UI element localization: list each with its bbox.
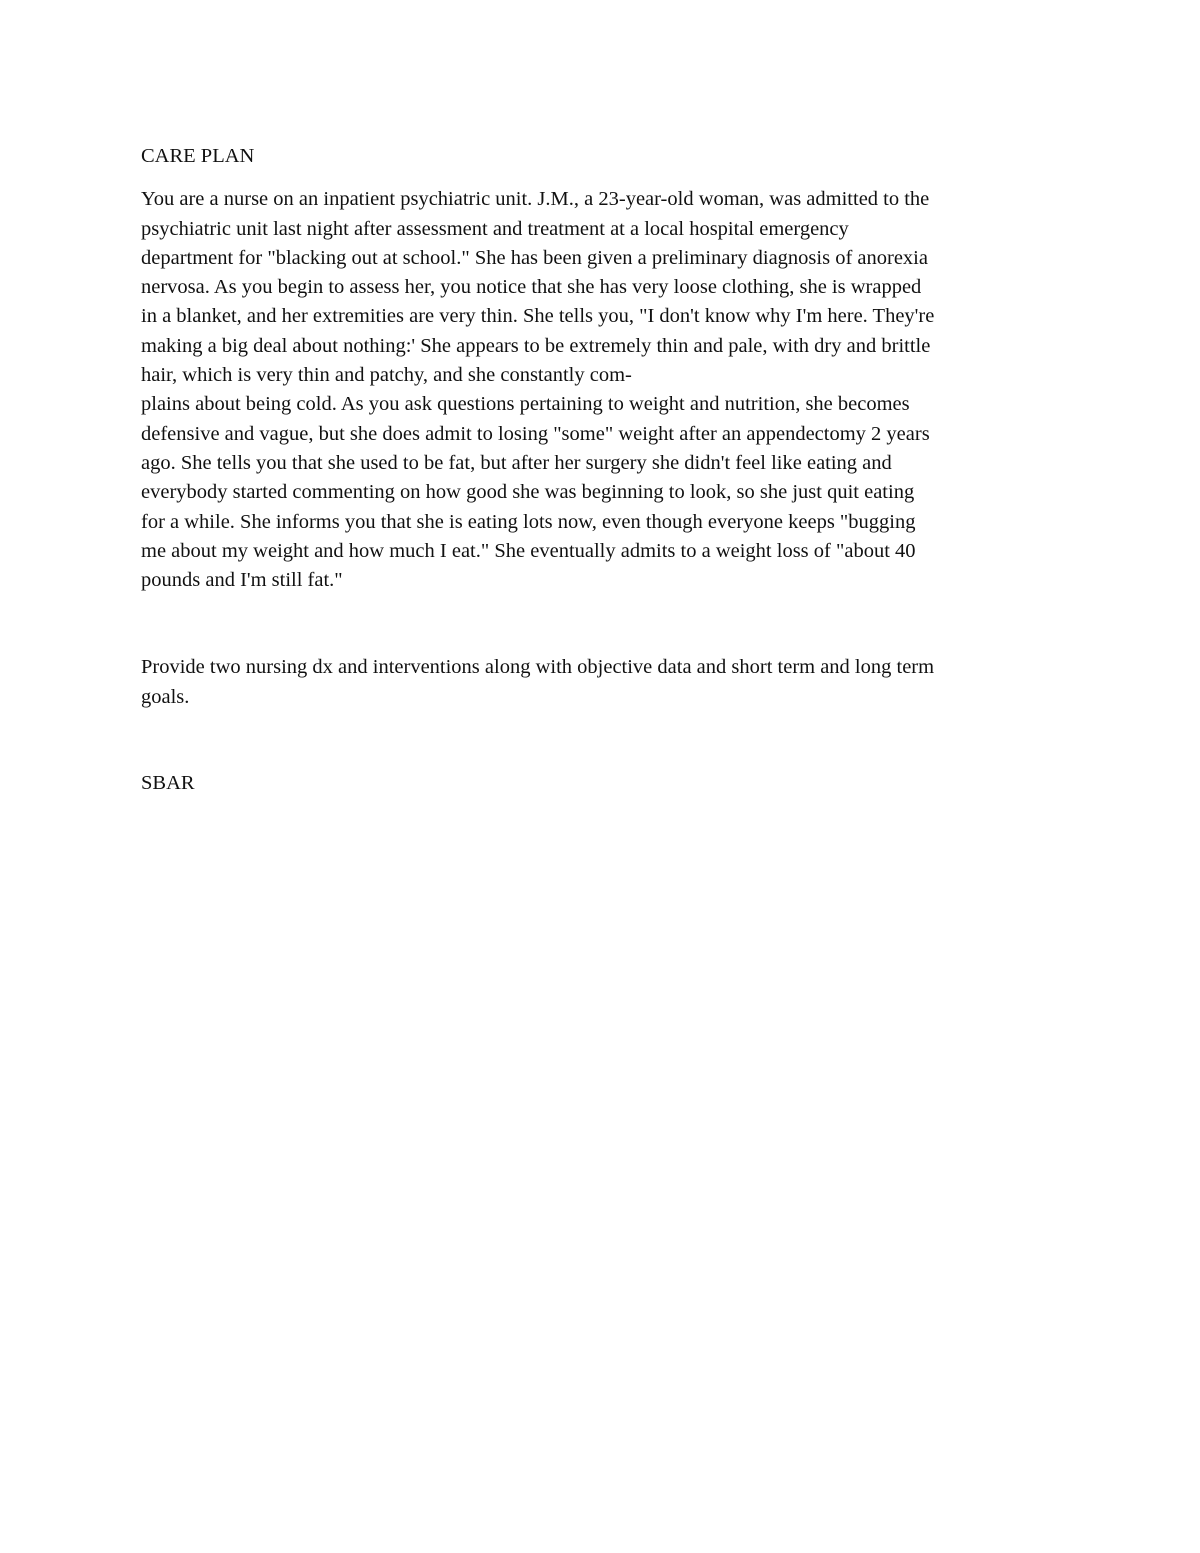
scenario-line: everybody started commenting on how good she was beginning to look, so she just quit eating xyxy=(141,481,915,504)
scenario-line: department for "blacking out at school." She has been given a preliminary diagnosis of anorexia xyxy=(141,246,928,269)
scenario-line: me about my weight and how much I eat." She eventually admits to a weight loss of "about 40 xyxy=(141,539,916,562)
scenario-line: nervosa. As you begin to assess her, you notice that she has very loose clothing, she is wrapped xyxy=(141,276,922,299)
document-body xyxy=(141,142,1061,798)
scenario-line: making a big deal about nothing:' She appears to be extremely thin and pale, with dry and brittle xyxy=(141,334,931,357)
instruction-line: Provide two nursing dx and interventions along with objective data and short term and long term xyxy=(141,656,935,679)
instruction-paragraph xyxy=(141,653,1061,712)
scenario-line: in a blanket, and her extremities are very thin. She tells you, "I don't know why I'm here. They're xyxy=(141,305,935,328)
sbar-heading: SBAR xyxy=(141,772,195,795)
scenario-paragraph xyxy=(141,185,1061,595)
scenario-line: psychiatric unit last night after assessment and treatment at a local hospital emergency xyxy=(141,217,849,240)
care-plan-heading: CARE PLAN xyxy=(141,145,255,167)
scenario-line: ago. She tells you that she used to be fat, but after her surgery she didn't feel like eating and xyxy=(141,451,892,474)
instruction-line: goals. xyxy=(141,685,190,708)
paragraph-spacer xyxy=(141,595,1061,653)
scenario-line: defensive and vague, but she does admit to losing "some" weight after an appendectomy 2 years xyxy=(141,422,930,445)
scenario-line: You are a nurse on an inpatient psychiatric unit. J.M., a 23-year-old woman, was admitted to the xyxy=(141,188,930,211)
scenario-line: plains about being cold. As you ask questions pertaining to weight and nutrition, she becomes xyxy=(141,393,910,416)
scenario-line: hair, which is very thin and patchy, and she constantly com- xyxy=(141,364,632,387)
paragraph-spacer xyxy=(141,712,1061,769)
scenario-line: for a while. She informs you that she is eating lots now, even though everyone keeps "bugging xyxy=(141,510,916,533)
scenario-line: pounds and I'm still fat." xyxy=(141,569,343,592)
